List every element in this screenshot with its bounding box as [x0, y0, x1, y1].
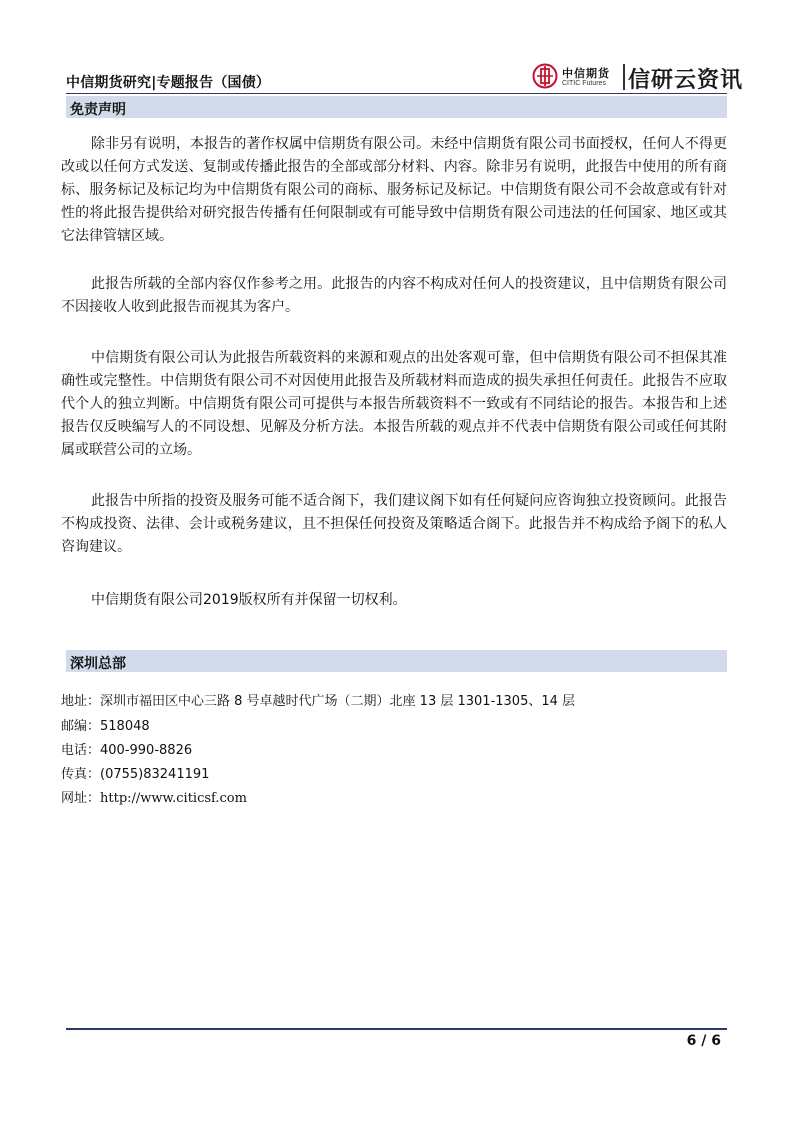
- zip-value: 518048: [100, 719, 150, 734]
- web-label: 网址：: [61, 791, 101, 806]
- logo-cn-name: 中信期货: [562, 67, 610, 80]
- web-link[interactable]: http://www.citicsf.com: [100, 791, 247, 806]
- logo-divider: [623, 64, 625, 90]
- address-label: 地址：: [61, 694, 101, 709]
- copyright-paragraph: 中信期货有限公司2019版权所有并保留一切权利。: [91, 592, 407, 608]
- hq-fax-line: [61, 763, 209, 782]
- address-value: 深圳市福田区中心三路 8 号卓越时代广场（二期）北座 13 层 1301-1305、14 层: [100, 694, 576, 709]
- disclaimer-paragraph: 此报告中所指的投资及服务可能不适合阁下，我们建议阁下如有任何疑问应咨询独立投资顾问。此报告不构成投资、法律、会计或税务建议，且不担保任何投资及策略适合阁下。此报告并不构成给予阁下的私人咨询建议。: [61, 493, 727, 555]
- phone-value: 400-990-8826: [100, 743, 193, 758]
- disclaimer-paragraph: 除非另有说明，本报告的著作权属中信期货有限公司。未经中信期货有限公司书面授权，任何人不得更改或以任何方式发送、复制或传播此报告的全部或部分材料、内容。除非另有说明，此报告中使用的所有商标、服务标记及标记均为中信期货有限公司的商标、服务标记及标记。中信期货有限公司不会故意或有针对性的将此报告提供给对研究报告传播有任何限制或有可能导致中信期货有限公司违法的任何国家、地区或其它法律管辖区域。: [61, 136, 727, 244]
- disclaimer-paragraph: 此报告所载的全部内容仅作参考之用。此报告的内容不构成对任何人的投资建议，且中信期货有限公司不因接收人收到此报告而视其为客户。: [61, 276, 727, 315]
- brand-name: 信研云资讯: [628, 67, 744, 93]
- logo-en-name: CITIC Futures: [562, 80, 606, 87]
- page-number: 6 / 6: [686, 1033, 721, 1049]
- zip-label: 邮编：: [61, 719, 101, 734]
- fax-label: 传真：: [61, 767, 101, 782]
- hq-address-line: [61, 690, 575, 709]
- disclaimer-heading: 免责声明: [70, 102, 126, 118]
- hq-heading-bar: [66, 650, 727, 672]
- hq-zip-line: [61, 715, 150, 734]
- fax-value: (0755)83241191: [100, 767, 210, 782]
- footer-rule: [66, 1028, 727, 1030]
- phone-label: 电话：: [61, 743, 101, 758]
- report-header-title: 中信期货研究|专题报告（国债）: [66, 75, 271, 91]
- disclaimer-paragraph: 中信期货有限公司认为此报告所载资料的来源和观点的出处客观可靠，但中信期货有限公司不担保其准确性或完整性。中信期货有限公司不对因使用此报告及所载材料而造成的损失承担任何责任。此报告不应取代个人的独立判断。中信期货有限公司可提供与本报告所载资料不一致或有不同结论的报告。本报告和上述报告仅反映编写人的不同设想、见解及分析方法。本报告所载的观点并不代表中信期货有限公司或任何其附属或联营公司的立场。: [61, 350, 727, 458]
- disclaimer-heading-bar: [66, 96, 727, 118]
- citic-seal-logo-icon: [532, 63, 558, 89]
- hq-phone-line: [61, 739, 192, 758]
- header-rule: [66, 93, 727, 94]
- hq-web-line: [61, 787, 247, 806]
- company-logo: [532, 62, 752, 92]
- hq-heading: 深圳总部: [70, 656, 126, 672]
